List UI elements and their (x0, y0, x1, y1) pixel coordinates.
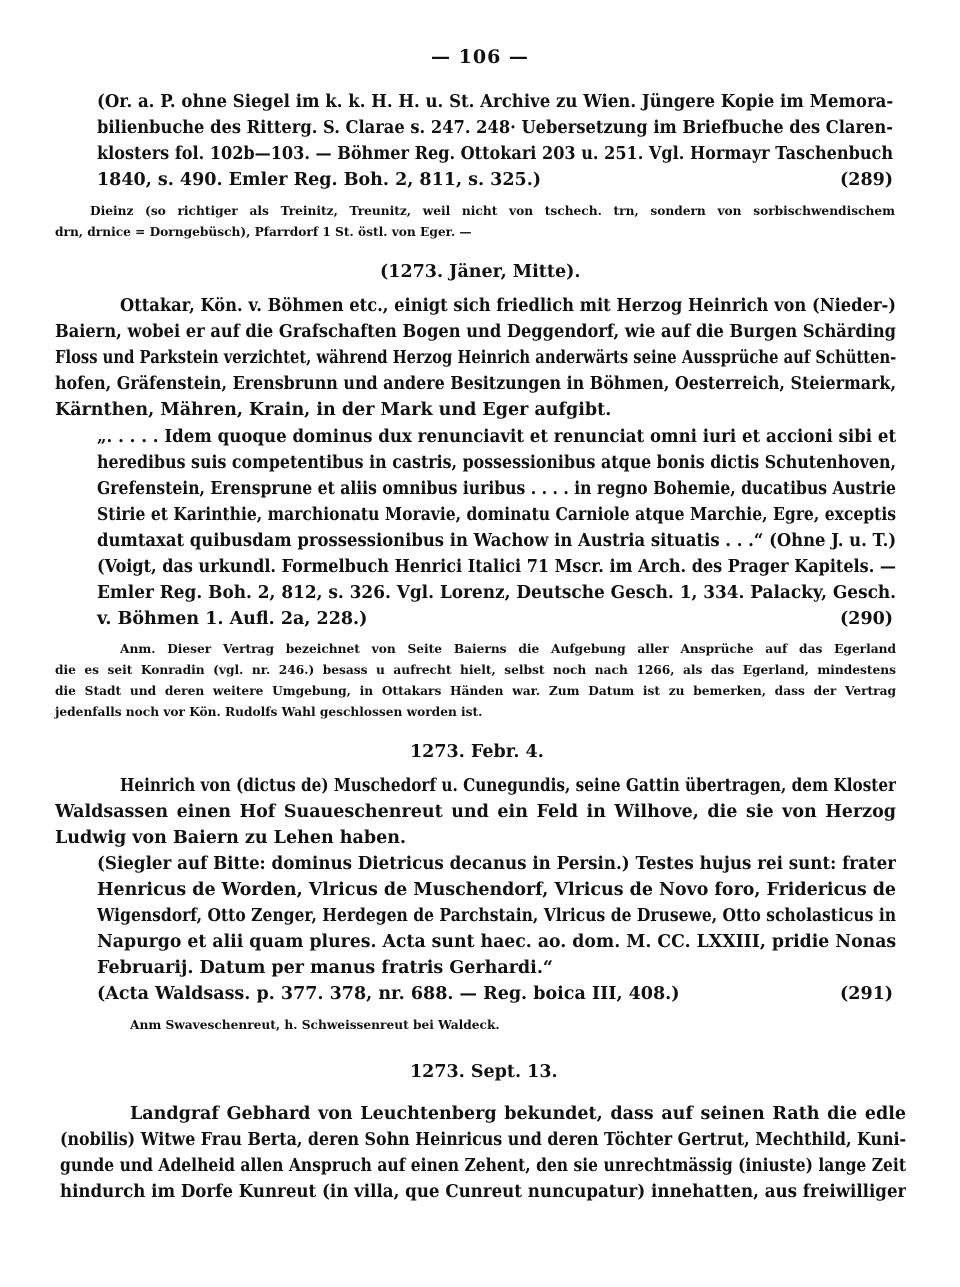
entry-date: (1273. Jäner, Mitte). (380, 262, 581, 282)
page-number: — 106 — (431, 46, 529, 68)
note-line: Anm. Dieser Vertrag bezeichnet von Seite Baierns die Aufgebung aller Ansprüche auf das Egerland (120, 642, 896, 656)
quote-line: (Voigt, das urkundl. Formelbuch Henrici Italici 71 Mscr. im Arch. des Prager Kapitels. — (97, 557, 896, 577)
note-line: Dieinz (so richtiger als Treinitz, Treunitz, weil nicht von tschech. trn, sondern von sorbischwendischem (90, 204, 895, 218)
entry-date: 1273. Febr. 4. (410, 742, 544, 762)
source-line: (Or. a. P. ohne Siegel im k. k. H. H. u. St. Archive zu Wien. Jüngere Kopie im Memora- (97, 92, 894, 112)
note-line: drn, drnice = Dorngebüsch), Pfarrdorf 1 St. östl. von Eger. — (55, 225, 472, 239)
quote-line: Wigensdorf, Otto Zenger, Herdegen de Parchstain, Vlricus de Drusewe, Otto scholasticus in (97, 906, 897, 926)
quote-line: heredibus suis competentibus in castris, possessionibus atque bonis dictis Schutenhoven, (97, 453, 896, 473)
entry-number: (289) (840, 170, 894, 190)
quote-line: (Acta Waldsass. p. 377. 378, nr. 688. — Reg. boica III, 408.) (97, 984, 680, 1004)
text-line: Ottakar, Kön. v. Böhmen etc., einigt sich friedlich mit Herzog Heinrich von (Nieder-) (120, 296, 897, 316)
text-line: gunde und Adelheid allen Anspruch auf einen Zehent, den sie unrechtmässig (iniuste) lange Zeit (60, 1156, 907, 1176)
text-line: Landgraf Gebhard von Leuchtenberg bekundet, dass auf seinen Rath die edle (130, 1104, 906, 1124)
quote-line: Grefenstein, Erensprune et aliis omnibus iuribus . . . . in regno Bohemie, ducatibus Austrie (97, 479, 896, 499)
text-line: Floss und Parkstein verzichtet, während Herzog Heinrich anderwärts seine Aussprüche auf Schütten- (55, 348, 897, 368)
quote-line: Napurgo et alii quam plures. Acta sunt haec. ao. dom. M. CC. LXXIII, pridie Nonas (97, 932, 896, 952)
quote-line: Henricus de Worden, Vlricus de Muschendorf, Vlricus de Novo foro, Fridericus de (97, 880, 897, 900)
quote-line: (Siegler auf Bitte: dominus Dietricus decanus in Persin.) Testes hujus rei sunt: frater (97, 854, 897, 874)
quote-line: Stirie et Karinthie, marchionatu Moravie, dominatu Carniole atque Marchie, Egre, exceptis (97, 505, 897, 525)
note-line: Anm Swaveschenreut, h. Schweissenreut bei Waldeck. (130, 1018, 500, 1032)
text-line: Baiern, wobei er auf die Grafschaften Bogen und Deggendorf, wie auf die Burgen Schärding (55, 322, 897, 342)
text-line: Ludwig von Baiern zu Lehen haben. (55, 828, 407, 848)
text-line: Waldsassen einen Hof Suaueschenreut und ein Feld in Wilhove, die sie von Herzog (55, 802, 896, 822)
quote-line: v. Böhmen 1. Aufl. 2a, 228.) (97, 609, 368, 629)
text-line: hofen, Gräfenstein, Erensbrunn und andere Besitzungen in Böhmen, Oesterreich, Steiermark, (55, 374, 896, 394)
text-line: Kärnthen, Mähren, Krain, in der Mark und Eger aufgibt. (55, 400, 612, 420)
quote-line: „. . . . . Idem quoque dominus dux renunciavit et renunciat omni iuri et accioni sibi et (97, 427, 896, 447)
text-line: hindurch im Dorfe Kunreut (in villa, que Cunreut nuncupatur) innehatten, aus freiwilliger (60, 1182, 906, 1202)
source-line: bilienbuche des Ritterg. S. Clarae s. 247. 248· Uebersetzung im Briefbuche des Claren- (97, 118, 893, 138)
quote-line: dumtaxat quibusdam prossessionibus in Wachow in Austria situatis . . .“ (Ohne J. u. T.) (97, 531, 897, 551)
entry-number: (290) (840, 609, 894, 629)
text-line: Heinrich von (dictus de) Muschedorf u. Cunegundis, seine Gattin übertragen, dem Kloster (120, 776, 896, 796)
entry-date: 1273. Sept. 13. (410, 1062, 558, 1082)
entry-number: (291) (840, 984, 894, 1004)
quote-line: Februarij. Datum per manus fratris Gerhardi.“ (97, 958, 553, 978)
note-line: die es seit Konradin (vgl. nr. 246.) besass u aufrecht hielt, selbst noch nach 1266, als das Egerland, mindestens (55, 663, 896, 677)
note-line: jedenfalls noch vor Kön. Rudolfs Wahl geschlossen worden ist. (55, 705, 483, 719)
text-line: (nobilis) Witwe Frau Berta, deren Sohn Heinricus und deren Töchter Gertrut, Mechthild, Kuni- (60, 1130, 907, 1150)
note-line: die Stadt und deren weitere Umgebung, in Ottakars Händen war. Zum Datum ist zu bemerken, dass der Vertrag (55, 684, 896, 698)
source-line: 1840, s. 490. Emler Reg. Boh. 2, 811, s. 325.) (97, 170, 542, 190)
source-line: klosters fol. 102b—103. — Böhmer Reg. Ottokari 203 u. 251. Vgl. Hormayr Taschenbuch (97, 144, 894, 164)
quote-line: Emler Reg. Boh. 2, 812, s. 326. Vgl. Lorenz, Deutsche Gesch. 1, 334. Palacky, Gesch. (97, 583, 896, 603)
